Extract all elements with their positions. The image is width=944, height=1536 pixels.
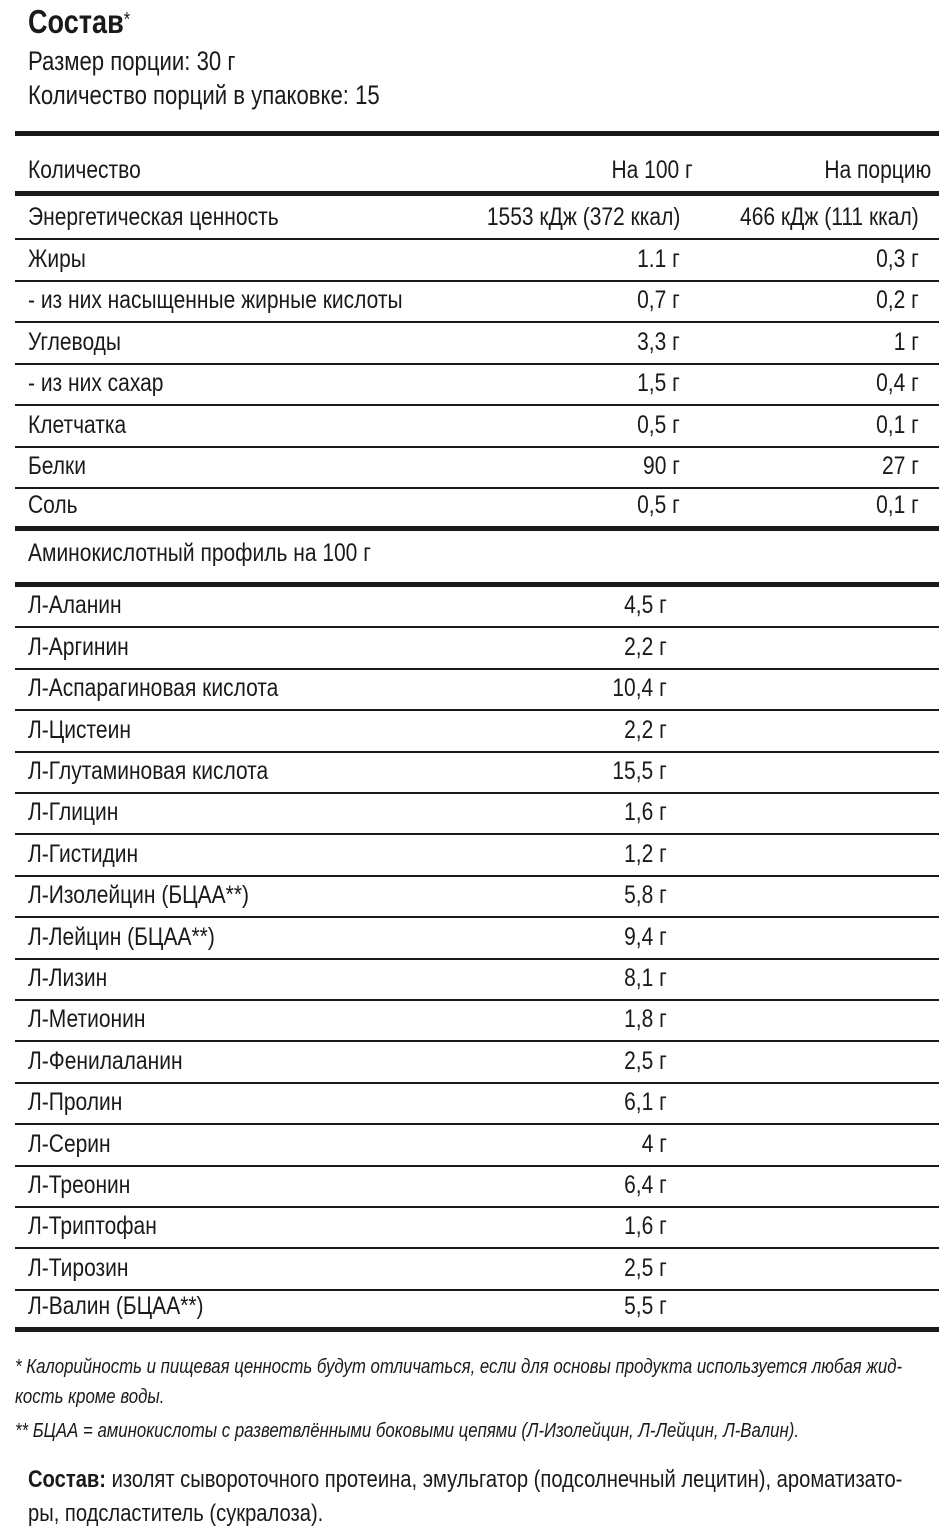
amino-value: 5,5 г [624, 1292, 667, 1321]
column-header-name: Количество [28, 156, 141, 184]
table-row [15, 489, 939, 531]
nutrient-per100: 1553 кДж (372 ккал) [486, 203, 680, 231]
amino-value: 2,2 г [624, 632, 667, 661]
column-header-per-serving: На порцию [824, 156, 931, 184]
footnote-bcaa [15, 1416, 944, 1446]
nutrient-per-serving: 466 кДж (111 ккал) [740, 203, 919, 231]
amino-value: 1,6 г [624, 1212, 667, 1241]
nutrient-name: Углеводы [28, 327, 122, 356]
amino-value: 1,2 г [624, 839, 667, 868]
amino-value: 1,8 г [624, 1005, 667, 1034]
nutrient-per100: 0,7 г [637, 286, 680, 314]
table-row [15, 406, 939, 448]
amino-name: Л-Лизин [28, 963, 108, 992]
amino-name: Л-Триптофан [28, 1212, 157, 1241]
nutrient-name: - из них сахар [28, 369, 164, 397]
nutrient-per100: 1,5 г [637, 369, 680, 397]
nutrient-per-serving: 27 г [882, 452, 919, 480]
amino-row [15, 1249, 939, 1290]
amino-row [15, 1167, 939, 1208]
table-row [15, 448, 939, 490]
nutrient-per100: 3,3 г [637, 327, 680, 356]
amino-value: 15,5 г [612, 756, 667, 785]
composition [28, 1463, 944, 1531]
servings-count: Количество порций в упаковке: 15 [28, 80, 380, 110]
amino-value: 5,8 г [624, 881, 667, 910]
amino-row [15, 1084, 939, 1125]
amino-row [15, 794, 939, 835]
nutrient-per-serving: 1 г [893, 327, 919, 356]
column-header-per100: На 100 г [611, 156, 693, 184]
footnote-bcaa-text: ** БЦАА = аминокислоты с разветвлёнными боковыми цепями (Л-Изолейцин, Л-Лейцин, Л-Валин). [15, 1420, 799, 1442]
nutrient-per100: 90 г [643, 452, 680, 480]
serving-size: Размер порции: 30 г [28, 46, 236, 76]
amino-value: 9,4 г [624, 922, 667, 951]
amino-value: 2,5 г [624, 1046, 667, 1075]
nutrient-name: Клетчатка [28, 410, 127, 439]
table-row [15, 365, 939, 407]
amino-row [15, 711, 939, 752]
amino-row [15, 918, 939, 959]
amino-row [15, 628, 939, 669]
table-row [15, 240, 939, 282]
amino-name: Л-Лейцин (БЦАА**) [28, 922, 215, 951]
amino-row [15, 1208, 939, 1249]
footnote-calories-line2: кость кроме воды. [15, 1386, 165, 1408]
amino-name: Л-Глицин [28, 798, 119, 827]
amino-name: Л-Гистидин [28, 839, 139, 868]
header [28, 0, 928, 112]
amino-value: 2,2 г [624, 715, 667, 744]
nutrient-per100: 0,5 г [637, 490, 680, 519]
amino-name: Л-Треонин [28, 1170, 131, 1199]
nutrient-name: - из них насыщенные жирные кислоты [28, 286, 403, 314]
amino-name: Л-Пролин [28, 1088, 123, 1117]
amino-row [15, 1042, 939, 1083]
title-footnote-mark: * [123, 9, 131, 31]
nutrient-name: Белки [28, 452, 86, 480]
footnote-calories [15, 1352, 944, 1412]
amino-value: 6,4 г [624, 1170, 667, 1199]
nutrient-per100: 1.1 г [637, 244, 680, 273]
amino-row [15, 1001, 939, 1042]
amino-name: Л-Фенилаланин [28, 1046, 183, 1075]
amino-name: Л-Тирозин [28, 1253, 129, 1282]
page-title: Состав* [28, 3, 131, 40]
amino-name: Л-Изолейцин (БЦАА**) [28, 881, 249, 910]
amino-value: 2,5 г [624, 1253, 667, 1282]
table-row [15, 196, 939, 240]
amino-value: 10,4 г [612, 674, 667, 703]
amino-name: Л-Аспарагиновая кислота [28, 674, 279, 703]
table-header-row [15, 136, 939, 196]
amino-value: 6,1 г [624, 1088, 667, 1117]
nutrient-name: Жиры [28, 244, 86, 273]
amino-row [15, 1125, 939, 1166]
amino-row [15, 587, 939, 628]
amino-heading-row [15, 530, 939, 587]
nutrient-name: Энергетическая ценность [28, 203, 279, 231]
table-row [15, 323, 939, 365]
amino-value: 4 г [641, 1129, 667, 1158]
nutrient-per-serving: 0,3 г [876, 244, 919, 273]
amino-row [15, 753, 939, 794]
amino-row [15, 670, 939, 711]
nutrient-per-serving: 0,2 г [876, 286, 919, 314]
nutrient-per-serving: 0,1 г [876, 410, 919, 439]
nutrient-name: Соль [28, 490, 78, 519]
table-row [15, 282, 939, 324]
amino-row [15, 960, 939, 1001]
amino-name: Л-Аланин [28, 591, 122, 620]
amino-name: Л-Цистеин [28, 715, 131, 744]
composition-label: Состав: [28, 1466, 107, 1493]
footnote-calories-line1: * Калорийность и пищевая ценность будут отличаться, если для основы продукта используется любая жид- [15, 1356, 903, 1378]
amino-row [15, 835, 939, 876]
amino-name: Л-Серин [28, 1129, 111, 1158]
nutrient-per-serving: 0,1 г [876, 490, 919, 519]
amino-name: Л-Глутаминовая кислота [28, 756, 269, 785]
amino-value: 8,1 г [624, 963, 667, 992]
amino-row [15, 1291, 939, 1332]
amino-name: Л-Валин (БЦАА**) [28, 1292, 204, 1321]
amino-name: Л-Аргинин [28, 632, 129, 661]
composition-text-line1: изолят сывороточного протеина, эмульгатор (подсолнечный лецитин), ароматизато- [106, 1466, 903, 1493]
amino-row [15, 877, 939, 918]
amino-heading: Аминокислотный профиль на 100 г [28, 539, 371, 567]
amino-value: 4,5 г [624, 591, 667, 620]
nutrient-per-serving: 0,4 г [876, 369, 919, 397]
amino-value: 1,6 г [624, 798, 667, 827]
nutrient-per100: 0,5 г [637, 410, 680, 439]
composition-text-line2: ры, подсластитель (сукралоза). [28, 1500, 324, 1527]
amino-name: Л-Метионин [28, 1005, 146, 1034]
